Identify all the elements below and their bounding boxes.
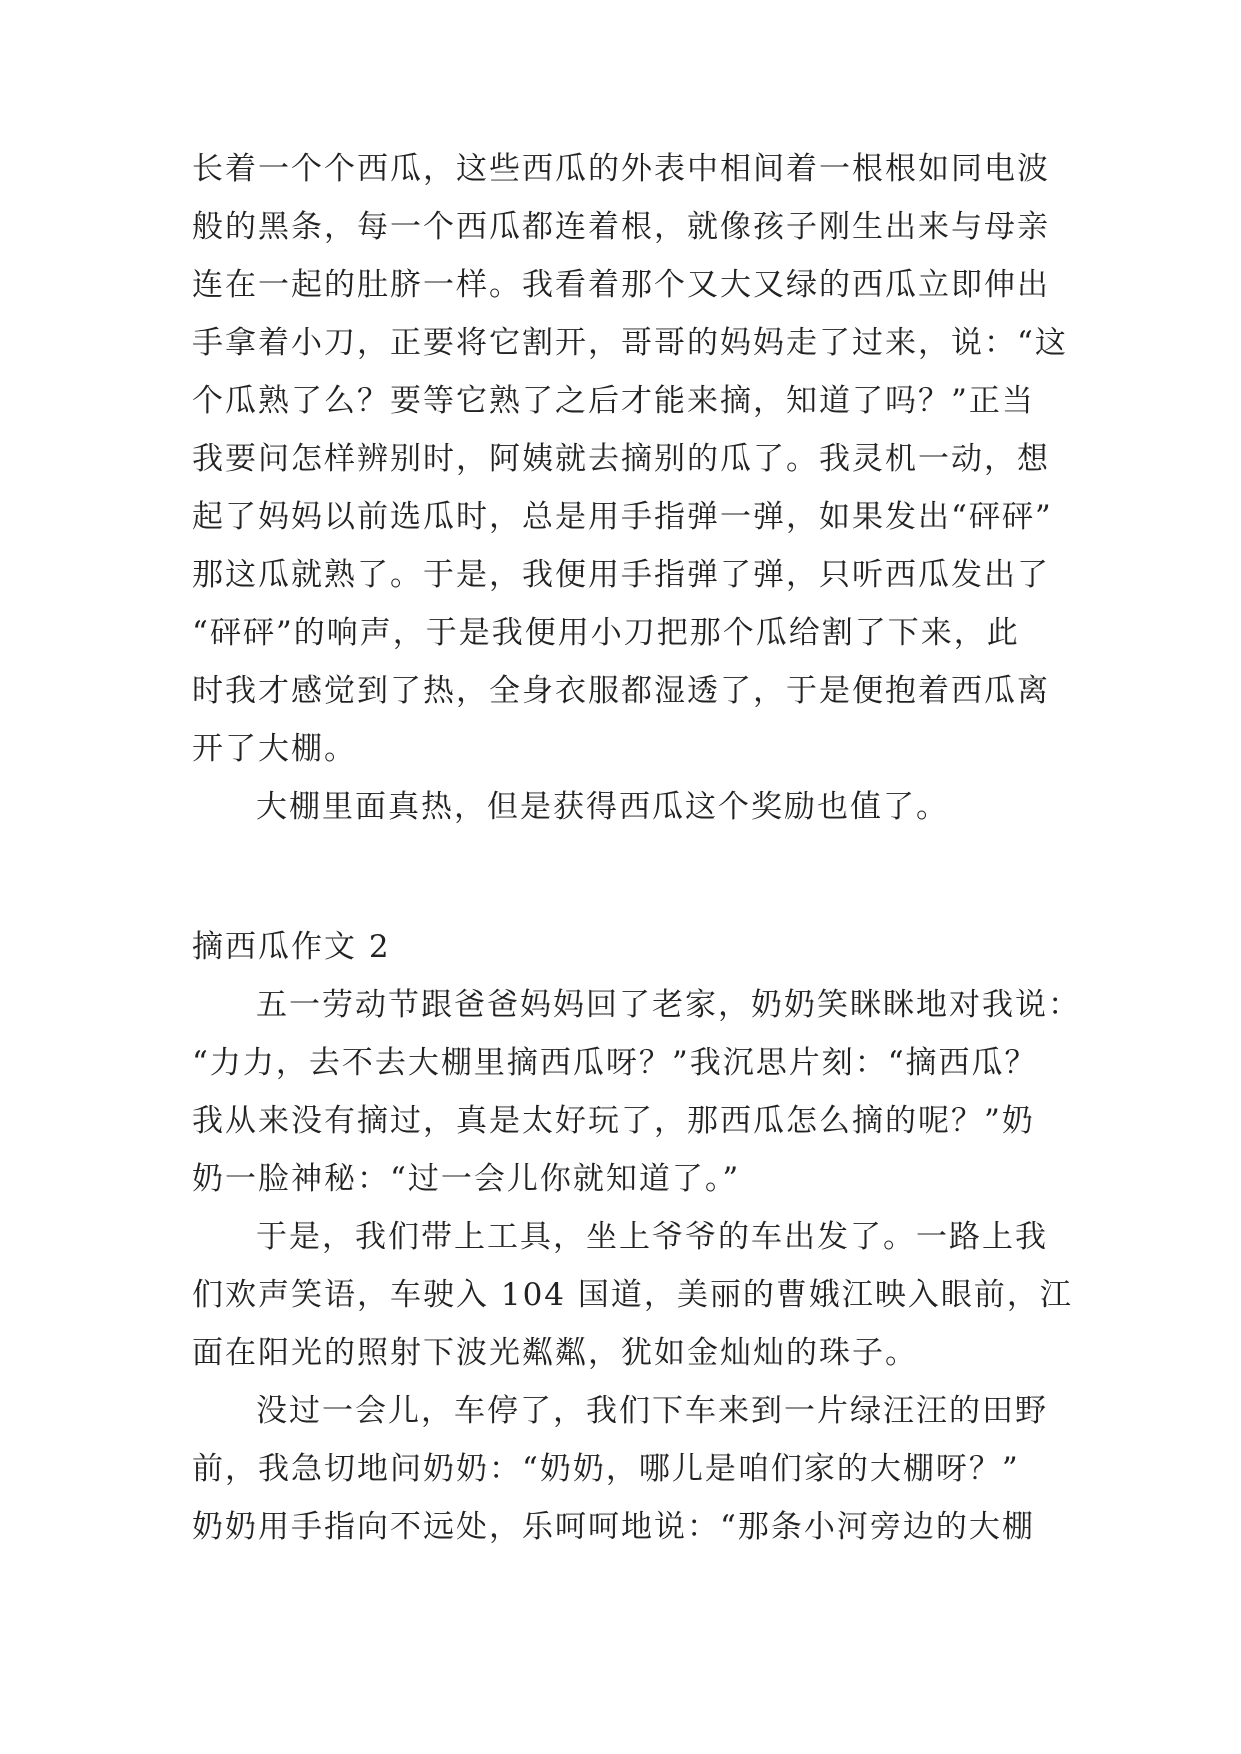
text-line: 时我才感觉到了热，全身衣服都湿透了，于是便抱着西瓜离	[192, 673, 1050, 709]
text-line: “力力，去不去大棚里摘西瓜呀？”我沉思片刻：“摘西瓜？	[192, 1045, 1038, 1081]
text-line: 长着一个个西瓜，这些西瓜的外表中相间着一根根如同电波	[192, 151, 1050, 187]
text-line: 们欢声笑语，车驶入 104 国道，美丽的曹娥江映入眼前，江	[192, 1277, 1073, 1313]
text-line: 开了大棚。	[192, 731, 357, 767]
text-line: 前，我急切地问奶奶：“奶奶，哪儿是咱们家的大棚呀？”	[192, 1451, 1020, 1487]
text-line: 我从来没有摘过，真是太好玩了，那西瓜怎么摘的呢？”奶	[192, 1103, 1035, 1139]
text-line: 大棚里面真热，但是获得西瓜这个奖励也值了。	[256, 789, 949, 825]
section2-body	[192, 976, 1081, 1556]
text-line: 我要问怎样辨别时，阿姨就去摘别的瓜了。我灵机一动，想	[192, 441, 1050, 477]
text-line: 五一劳动节跟爸爸妈妈回了老家，奶奶笑眯眯地对我说：	[256, 987, 1081, 1023]
text-line: 个瓜熟了么？要等它熟了之后才能来摘，知道了吗？”正当	[192, 383, 1035, 419]
text-line: 手拿着小刀，正要将它割开，哥哥的妈妈走了过来，说：“这	[192, 325, 1068, 361]
text-line: 那这瓜就熟了。于是，我便用手指弹了弹，只听西瓜发出了	[192, 557, 1050, 593]
text-line: 奶一脸神秘：“过一会儿你就知道了。”	[192, 1161, 741, 1197]
text-line: 于是，我们带上工具，坐上爷爷的车出发了。一路上我	[256, 1219, 1048, 1255]
text-line: 奶奶用手指向不远处，乐呵呵地说：“那条小河旁边的大棚	[192, 1509, 1035, 1545]
essay-title: 摘西瓜作文 2	[192, 929, 391, 965]
text-line: 般的黑条，每一个西瓜都连着根，就像孩子刚生出来与母亲	[192, 209, 1050, 245]
text-line: 面在阳光的照射下波光粼粼，犹如金灿灿的珠子。	[192, 1335, 918, 1371]
text-line: 起了妈妈以前选瓜时，总是用手指弹一弹，如果发出“砰砰”	[192, 499, 1053, 535]
text-line: 连在一起的肚脐一样。我看着那个又大又绿的西瓜立即伸出	[192, 267, 1050, 303]
text-line: “砰砰”的响声，于是我便用小刀把那个瓜给割了下来，此	[192, 615, 1020, 651]
text-line: 没过一会儿，车停了，我们下车来到一片绿汪汪的田野	[256, 1393, 1048, 1429]
section1-paragraph1	[192, 140, 1068, 836]
